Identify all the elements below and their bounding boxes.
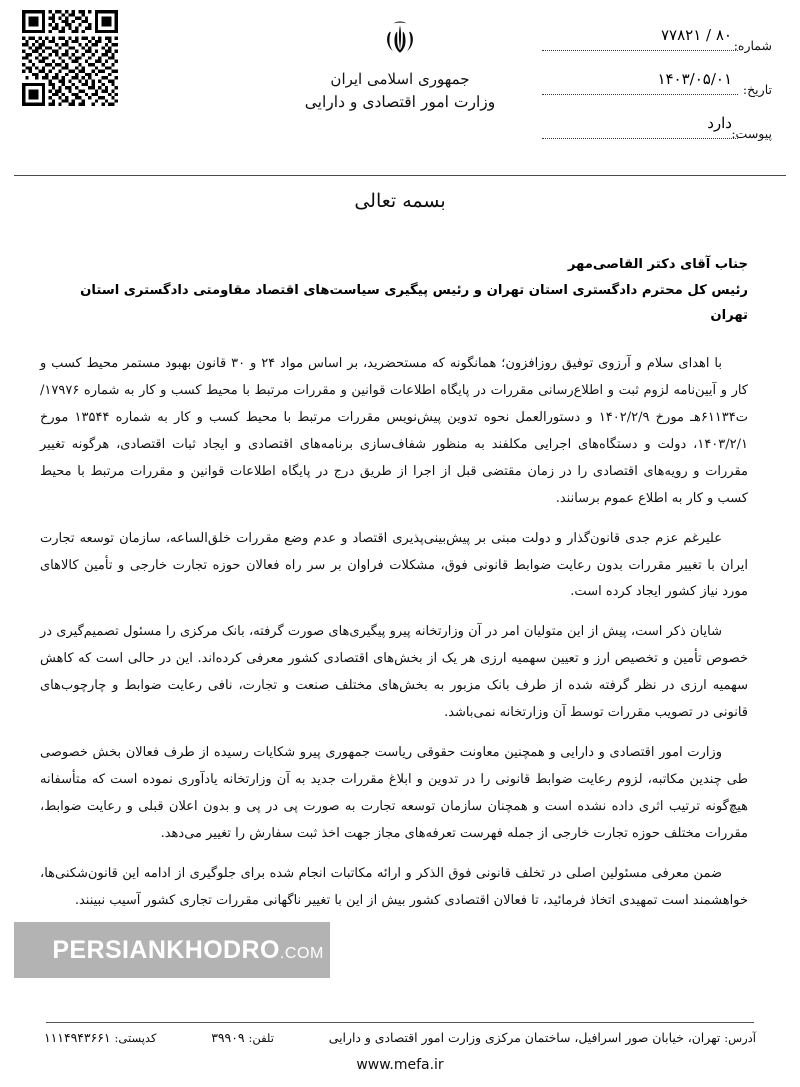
footer-address-value: تهران، خیابان صور اسرافیل، ساختمان مرکزی وزارت امور اقتصادی و دارایی bbox=[328, 1030, 721, 1045]
footer-postal-code bbox=[44, 1030, 156, 1045]
invocation-text: بسمه تعالی bbox=[354, 190, 446, 212]
letter-footer bbox=[44, 1030, 756, 1073]
reference-date-value: ۱۴۰۳/۰۵/۰۱ bbox=[657, 70, 732, 88]
watermark-tld: .COM bbox=[279, 944, 324, 962]
body-paragraph: علیرغم عزم جدی قانون‌گذار و دولت مبنی بر پیش‌بینی‌پذیری اقتصاد و عدم وضع مقررات خلق‌الساعه، سازمان توسعه تجارت ایران با تغییر مقررات بدون رعایت ضوابط قانونی فوق، مشکلات فراوان بر سر راه فعالان حوزه تجارت خارجی و تأمین کالاهای مورد نیاز کشور ایجاد کرده است. bbox=[40, 530, 748, 600]
footer-address bbox=[329, 1030, 756, 1045]
footer-divider bbox=[46, 1022, 754, 1023]
footer-postal-label: کدپستی: bbox=[114, 1031, 157, 1045]
watermark-banner bbox=[14, 922, 330, 978]
reference-attachment-dots bbox=[542, 138, 738, 139]
reference-date-dots bbox=[542, 94, 738, 95]
reference-number-value: ۸۰ / ۷۷۸۲۱ bbox=[660, 26, 732, 44]
recipient-block bbox=[40, 252, 748, 329]
reference-attachment-label: پیوست: bbox=[731, 126, 772, 141]
header-divider bbox=[14, 175, 786, 176]
footer-phone-value: ۳۹۹۰۹ bbox=[211, 1030, 245, 1045]
reference-number-row bbox=[542, 26, 772, 70]
recipient-name: جناب آقای دکتر القاصی‌مهر bbox=[567, 257, 748, 272]
body-paragraph: با اهدای سلام و آرزوی توفیق روزافزون؛ همانگونه که مستحضرید، بر اساس مواد ۲۴ و ۳۰ قانون بهبود مستمر محیط کسب و کار و آیین‌نامه لزوم ثبت و اطلاع‌رسانی مقررات در پایگاه اطلاعات قوانین و مقررات مرتبط با محیط کسب و کار به شماره ۱۷۹۷۶/ت۶۱۱۳۴هـ مورخ ۱۴۰۲/۲/۹ و دستورالعمل نحوه تدوین پیش‌نویس مقررات مرتبط با محیط کسب و کار به شماره ۱۳۵۴۴ مورخ ۱۴۰۳/۲/۱، دولت و دستگاه‌های اجرایی مکلفند به منظور شفاف‌سازی برنامه‌های اقتصادی و ایجاد ثبات اقتصادی، هرگونه تغییر مقررات و رویه‌های اقتصادی را در زمان مقتضی قبل از اجرا از طریق درج در پایگاه اطلاعات قوانین و مقررات مرتبط با محیط کسب و کار به اطلاع عموم برسانند. bbox=[40, 356, 749, 506]
reference-date-row bbox=[542, 70, 772, 114]
watermark-label bbox=[36, 936, 330, 965]
ministry-letterhead bbox=[250, 16, 550, 114]
footer-contact-line bbox=[44, 1030, 756, 1045]
body-paragraph: وزارت امور اقتصادی و دارایی و همچنین معاونت حقوقی ریاست جمهوری پیرو شکایات رسیده از طرف فعالان بخش خصوصی طی چندین مکاتبه، لزوم رعایت ضوابط قانونی را در تدوین و ابلاغ مقررات جدید به آن وزارتخانه یادآوری نموده است که متأسفانه هیچ‌گونه ترتیب اثری داده نشده است و همچنان سازمان توسعه تجارت به صورت پی در پی و بدون اعلان قبلی و رعایت ضوابط، مقررات مختلف حوزه تجارت خارجی از جمله فهرست تعرفه‌های مجاز جهت اخذ ثبت سفارش را تغییر می‌دهد. bbox=[40, 744, 748, 841]
reference-fields bbox=[542, 26, 772, 158]
reference-number-dots bbox=[542, 50, 738, 51]
footer-phone bbox=[211, 1030, 274, 1045]
qr-code-icon bbox=[22, 10, 118, 106]
footer-website[interactable]: www.mefa.ir bbox=[356, 1057, 444, 1073]
reference-attachment-value: دارد bbox=[707, 114, 732, 132]
watermark-brand: PERSIANKHODRO bbox=[52, 935, 280, 964]
letter-body bbox=[40, 252, 748, 927]
footer-address-label: آدرس: bbox=[724, 1031, 756, 1045]
letterhead-header bbox=[0, 0, 800, 176]
reference-date-label: تاریخ: bbox=[742, 82, 772, 97]
republic-name: جمهوری اسلامی ایران bbox=[330, 70, 470, 88]
footer-postal-value: ۱۱۱۴۹۴۳۶۶۱ bbox=[44, 1030, 111, 1045]
body-paragraph: ضمن معرفی مسئولین اصلی در تخلف قانونی فوق الذکر و ارائه مکاتبات انجام شده برای جلوگیری از ادامه این قانون‌شکنی‌ها، خواهشمند است تمهیدی اتخاذ فرمائید، تا فعالان اقتصادی کشور بیش از این با تغییر ناگهانی مقررات تجاری کشور آسیب نبینند. bbox=[40, 865, 748, 908]
footer-phone-label: تلفن: bbox=[248, 1031, 274, 1045]
iran-national-emblem-icon bbox=[377, 16, 423, 62]
recipient-title: رئیس کل محترم دادگستری استان تهران و رئیس پیگیری سیاست‌های اقتصاد مقاومتی دادگستری استان تهران bbox=[80, 282, 748, 324]
body-paragraph: شایان ذکر است، پیش از این متولیان امر در آن وزارتخانه پیرو پیگیری‌های صورت گرفته، بانک مرکزی را مسئول تصمیم‌گیری در خصوص تأمین و تخصیص ارز و تعیین سهمیه ارزی هر یک از بخش‌های اقتصادی کشور معرفی کرده‌اند. این در حالی است که کاهش سهمیه ارزی در نظر گرفته شده از طرف بانک مزبور به بخش‌های مختلف صنعت و تجارت، نافی رعایت ضوابط و چارچوب‌های قانونی در تصویب مقررات توسط آن وزارتخانه نمی‌باشد. bbox=[40, 624, 748, 721]
reference-attachment-row bbox=[542, 114, 772, 158]
ministry-name: وزارت امور اقتصادی و دارایی bbox=[304, 92, 496, 111]
reference-number-label: شماره: bbox=[733, 38, 772, 53]
